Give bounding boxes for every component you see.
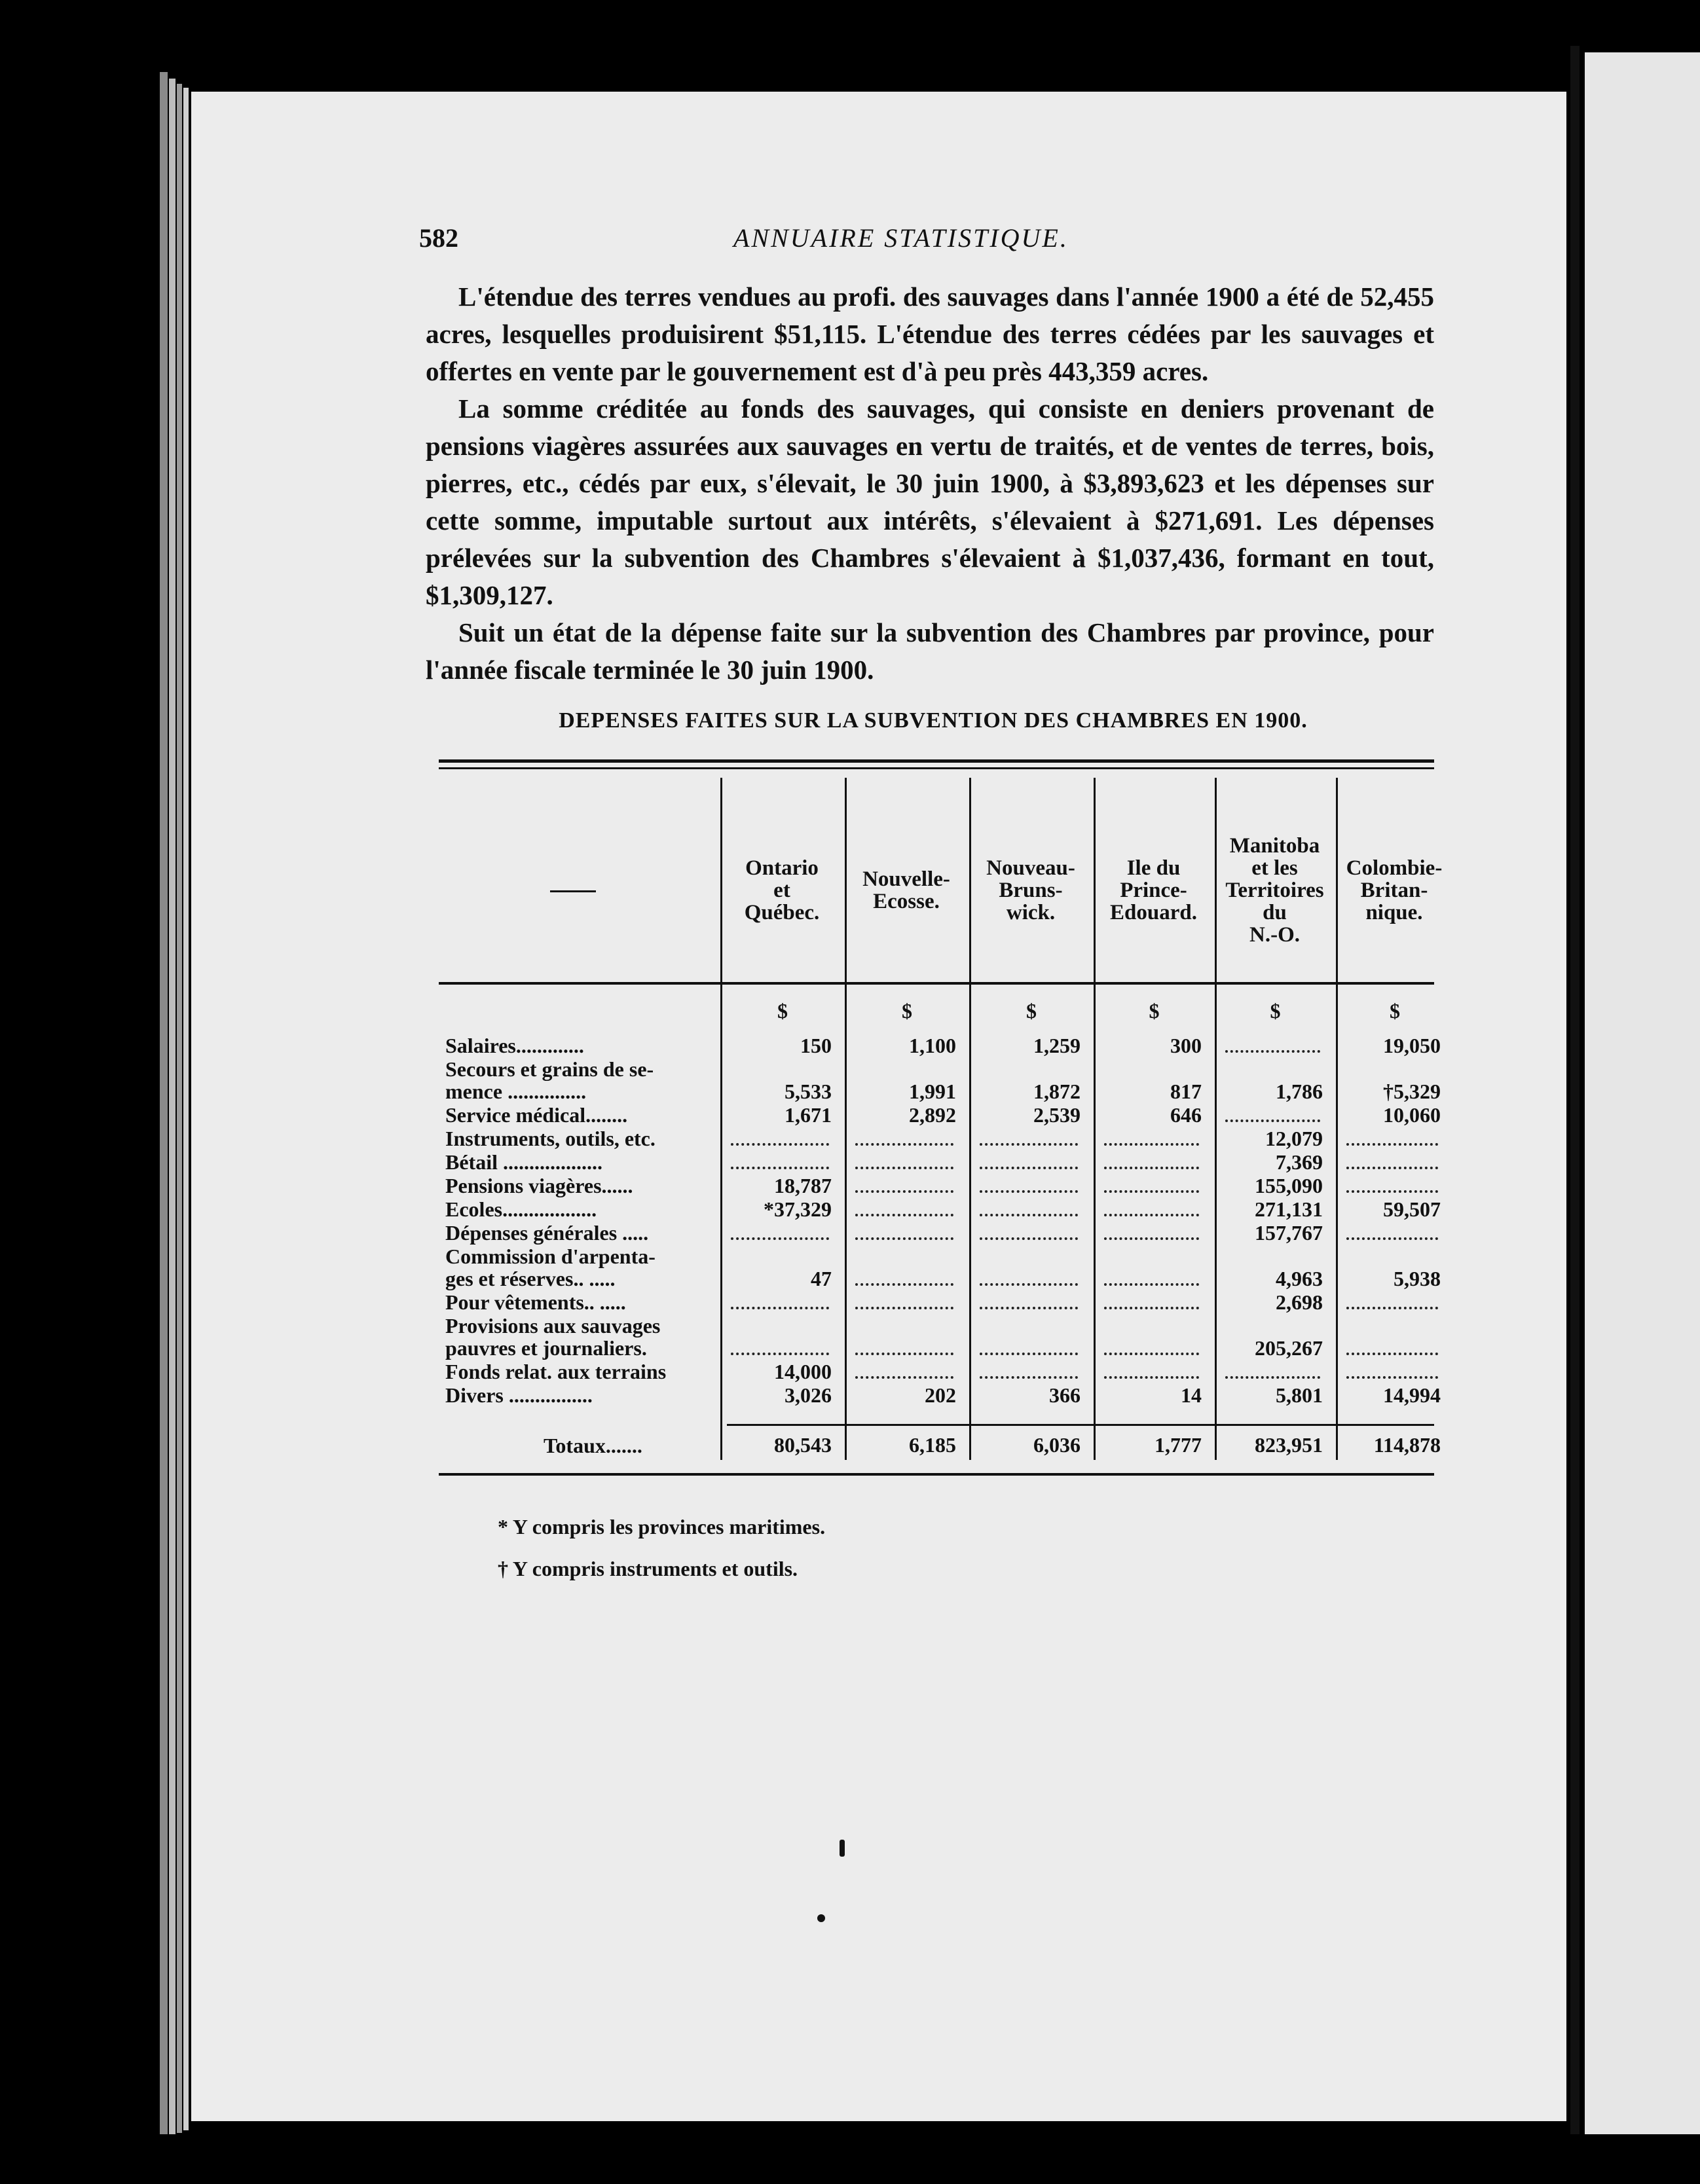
footnotes: [498, 1506, 825, 1590]
empty-cell-leader: [980, 1188, 1078, 1193]
column-header: [1096, 857, 1211, 924]
empty-cell-leader: [980, 1235, 1078, 1240]
row-label: [445, 1384, 720, 1406]
totals-cell: 6,185: [909, 1433, 956, 1457]
totals-cell: 6,036: [1033, 1433, 1081, 1457]
table-cell: 150: [800, 1034, 832, 1057]
table-cell: 14,000: [774, 1360, 832, 1383]
column-header-line: Territoires: [1225, 879, 1324, 902]
paragraph: L'étendue des terres vendues au profi. des sauvages dans l'année 1900 a été de 52,455 acres, lesquelles produisirent $51,115. L'étendue des terres cédées par les sauvages et offertes en vente par le gouvernement est d'à peu près 443,359 acres.: [426, 282, 1434, 386]
empty-cell-leader: [1346, 1374, 1438, 1379]
row-label: [445, 1198, 720, 1220]
empty-cell-leader: [1104, 1211, 1199, 1216]
table-cell: *37,329: [764, 1197, 832, 1221]
empty-cell-leader: [1104, 1235, 1199, 1240]
table-cell: 5,938: [1394, 1267, 1441, 1290]
page-edge: [177, 84, 182, 2133]
column-header: [847, 868, 965, 913]
empty-cell-leader: [1225, 1374, 1320, 1379]
empty-cell-leader: [1225, 1047, 1320, 1053]
column-header-line: du: [1263, 901, 1287, 924]
column-header-line: Britan-: [1360, 879, 1428, 902]
empty-cell-leader: [731, 1350, 829, 1355]
row-label-line: pauvres et journaliers.: [445, 1336, 647, 1360]
page-number: 582: [419, 223, 458, 253]
empty-cell-leader: [1346, 1140, 1438, 1146]
table-cell: 12,079: [1265, 1127, 1323, 1150]
row-label: [445, 1174, 720, 1197]
column-rule: [1094, 778, 1096, 1460]
scan-speck: [817, 1914, 825, 1922]
empty-cell-leader: [855, 1164, 953, 1169]
empty-cell-leader: [1104, 1304, 1199, 1309]
row-label-line: Provisions aux sauvages: [445, 1314, 661, 1338]
empty-cell-leader: [980, 1281, 1078, 1286]
column-rule: [1215, 778, 1217, 1460]
table-title: DEPENSES FAITES SUR LA SUBVENTION DES CHAMBRES EN 1900.: [559, 708, 1308, 733]
empty-cell-leader: [980, 1350, 1078, 1355]
page-header: [419, 223, 1447, 262]
row-label: [445, 1151, 720, 1173]
column-header-line: Prince-: [1120, 879, 1187, 902]
table-cell: 205,267: [1255, 1336, 1323, 1360]
empty-cell-leader: [1346, 1164, 1438, 1169]
column-header-line: Ecosse.: [873, 890, 940, 913]
empty-cell-leader: [855, 1281, 953, 1286]
totals-cell: 823,951: [1255, 1433, 1323, 1457]
column-header-line: Nouvelle-: [862, 867, 950, 891]
expenditure-table: [439, 759, 1454, 1480]
column-header: [723, 857, 841, 924]
row-label: [445, 1127, 720, 1150]
table-top-rule-inner: [439, 767, 1434, 769]
row-label-line: Commission d'arpenta-: [445, 1245, 656, 1268]
row-label-line: Divers ................: [445, 1383, 593, 1407]
column-header: [972, 857, 1090, 924]
footnote: * Y compris les provinces maritimes.: [498, 1515, 826, 1538]
row-label: [445, 1222, 720, 1244]
stub-dash: [550, 890, 596, 892]
empty-cell-leader: [855, 1304, 953, 1309]
currency-symbol: $: [1026, 999, 1037, 1023]
column-header-line: et les: [1251, 856, 1298, 880]
column-header-line: N.-O.: [1249, 923, 1300, 947]
header-bottom-rule: [439, 982, 1434, 985]
row-label: [445, 1104, 720, 1126]
table-cell: †5,329: [1383, 1080, 1441, 1103]
column-header-line: Edouard.: [1110, 901, 1197, 924]
table-cell: 300: [1170, 1034, 1202, 1057]
table-cell: 2,892: [909, 1103, 956, 1127]
table-cell: 817: [1170, 1080, 1202, 1103]
column-rule: [720, 778, 722, 1460]
row-label-line: ges et réserves.. .....: [445, 1267, 616, 1290]
row-label-line: Secours et grains de se-: [445, 1057, 654, 1081]
column-rule: [845, 778, 847, 1460]
row-label: [445, 1058, 720, 1102]
row-label-line: Fonds relat. aux terrains: [445, 1360, 667, 1383]
totals-cell: 114,878: [1373, 1433, 1441, 1457]
empty-cell-leader: [855, 1140, 953, 1146]
empty-cell-leader: [1225, 1117, 1320, 1122]
row-label: [445, 1034, 720, 1057]
table-cell: 155,090: [1255, 1174, 1323, 1197]
row-label-line: Dépenses générales .....: [445, 1221, 649, 1245]
row-label-line: Service médical........: [445, 1103, 628, 1127]
table-cell: 1,100: [909, 1034, 956, 1057]
column-header-line: Ontario: [745, 856, 819, 880]
table-cell: 14: [1181, 1383, 1202, 1407]
column-header: [1339, 857, 1450, 924]
body-text: [426, 278, 1434, 689]
empty-cell-leader: [1104, 1350, 1199, 1355]
table-cell: 157,767: [1255, 1221, 1323, 1245]
currency-symbol: $: [1149, 999, 1160, 1023]
table-cell: 1,259: [1033, 1034, 1081, 1057]
table-cell: 646: [1170, 1103, 1202, 1127]
empty-cell-leader: [1346, 1235, 1438, 1240]
empty-cell-leader: [980, 1211, 1078, 1216]
empty-cell-leader: [1346, 1304, 1438, 1309]
empty-cell-leader: [980, 1374, 1078, 1379]
facing-page-edge: [1585, 52, 1700, 2134]
currency-symbol: $: [902, 999, 912, 1023]
totals-label: Totaux.......: [544, 1434, 642, 1457]
currency-symbol: $: [1270, 999, 1281, 1023]
totals-rule: [727, 1424, 1434, 1426]
empty-cell-leader: [980, 1140, 1078, 1146]
table-top-rule: [439, 759, 1434, 763]
empty-cell-leader: [855, 1235, 953, 1240]
empty-cell-leader: [980, 1164, 1078, 1169]
empty-cell-leader: [855, 1211, 953, 1216]
column-header-line: Manitoba: [1229, 834, 1320, 858]
table-cell: 2,539: [1033, 1103, 1081, 1127]
column-rule: [1336, 778, 1338, 1460]
empty-cell-leader: [1104, 1374, 1199, 1379]
totals-cell: 80,543: [774, 1433, 832, 1457]
table-cell: 1,671: [785, 1103, 832, 1127]
empty-cell-leader: [731, 1235, 829, 1240]
paragraph: La somme créditée au fonds des sauvages, qui consiste en deniers provenant de pensions viagères assurées aux sauvages en vertu de traités, et de ventes de terres, bois, pierres, etc., cédés par eux, s'élevait, le 30 juin 1900, à $3,893,623 et les dépenses sur cette somme, imputable surtout aux intérêts, s'élevaient à $271,691. Les dépenses prélevées sur la subvention des Chambres s'élevaient à $1,037,436, formant en tout, $1,309,127.: [426, 393, 1434, 610]
table-cell: 14,994: [1383, 1383, 1441, 1407]
scan-speck: [840, 1840, 845, 1857]
currency-symbol: $: [1390, 999, 1400, 1023]
empty-cell-leader: [1104, 1164, 1199, 1169]
row-label-line: Instruments, outils, etc.: [445, 1127, 656, 1150]
totals-cell: 1,777: [1155, 1433, 1202, 1457]
table-cell: 10,060: [1383, 1103, 1441, 1127]
row-label-line: mence ...............: [445, 1080, 587, 1103]
table-cell: 271,131: [1255, 1197, 1323, 1221]
column-header-line: Québec.: [744, 901, 820, 924]
table-cell: 2,698: [1276, 1290, 1323, 1314]
empty-cell-leader: [731, 1140, 829, 1146]
table-cell: 59,507: [1383, 1197, 1441, 1221]
empty-cell-leader: [731, 1164, 829, 1169]
row-label-line: Ecoles..................: [445, 1197, 597, 1221]
empty-cell-leader: [855, 1188, 953, 1193]
page-edge: [160, 72, 168, 2134]
row-label: [445, 1291, 720, 1313]
empty-cell-leader: [1346, 1350, 1438, 1355]
row-label-line: Pensions viagères......: [445, 1174, 633, 1197]
table-cell: 3,026: [785, 1383, 832, 1407]
table-cell: 4,963: [1276, 1267, 1323, 1290]
row-label-line: Pour vêtements.. .....: [445, 1290, 626, 1314]
column-header-line: Colombie-: [1346, 856, 1443, 880]
column-header-line: nique.: [1365, 901, 1423, 924]
table-cell: 1,872: [1033, 1080, 1081, 1103]
column-header: [1217, 835, 1332, 946]
column-header-line: wick.: [1006, 901, 1056, 924]
table-cell: 5,801: [1276, 1383, 1323, 1407]
empty-cell-leader: [731, 1304, 829, 1309]
row-label: [445, 1360, 720, 1383]
table-cell: 18,787: [774, 1174, 832, 1197]
empty-cell-leader: [1104, 1281, 1199, 1286]
empty-cell-leader: [1104, 1188, 1199, 1193]
table-cell: 7,369: [1276, 1150, 1323, 1174]
empty-cell-leader: [1346, 1188, 1438, 1193]
book-gutter: [1570, 46, 1580, 2134]
table-cell: 366: [1049, 1383, 1081, 1407]
column-rule: [969, 778, 971, 1460]
currency-symbol: $: [777, 999, 788, 1023]
table-cell: 1,991: [909, 1080, 956, 1103]
footnote: † Y compris instruments et outils.: [498, 1557, 798, 1580]
column-header-line: Nouveau-: [986, 856, 1075, 880]
table-cell: 202: [925, 1383, 956, 1407]
row-label-line: Salaires.............: [445, 1034, 584, 1057]
column-header-line: Ile du: [1126, 856, 1181, 880]
running-title: ANNUAIRE STATISTIQUE.: [733, 223, 1069, 253]
table-cell: 47: [811, 1267, 832, 1290]
table-cell: 1,786: [1276, 1080, 1323, 1103]
table-cell: 19,050: [1383, 1034, 1441, 1057]
table-bottom-rule: [439, 1473, 1434, 1476]
empty-cell-leader: [1104, 1140, 1199, 1146]
column-header-line: et: [773, 879, 790, 902]
paragraph: Suit un état de la dépense faite sur la subvention des Chambres par province, pour l'année fiscale terminée le 30 juin 1900.: [426, 617, 1434, 685]
table-cell: 5,533: [785, 1080, 832, 1103]
page-edge: [183, 88, 189, 2130]
empty-cell-leader: [855, 1374, 953, 1379]
page-edge: [169, 79, 176, 2134]
column-header-line: Bruns-: [999, 879, 1063, 902]
row-label-line: Bétail ...................: [445, 1150, 602, 1174]
row-label: [445, 1315, 720, 1359]
empty-cell-leader: [980, 1304, 1078, 1309]
empty-cell-leader: [855, 1350, 953, 1355]
row-label: [445, 1245, 720, 1290]
